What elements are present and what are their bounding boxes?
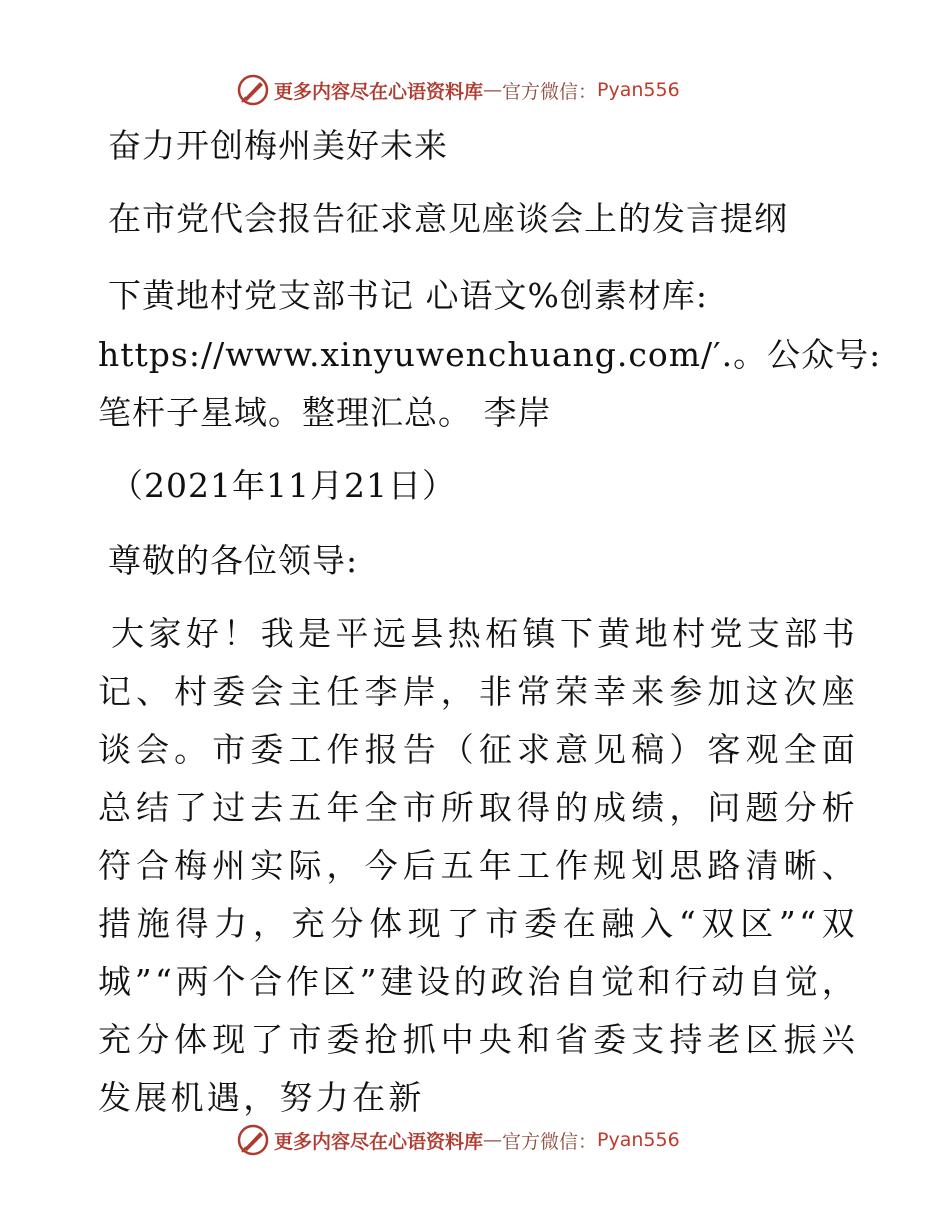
body-paragraph bbox=[98, 605, 858, 1127]
salutation: 尊敬的各位领导: bbox=[108, 541, 359, 580]
body-text: 大家好！我是平远县热柘镇下黄地村党支部书记、村委会主任李岸，非常荣幸来参加这次座谈会。市委工作报告（征求意见稿）客观全面总结了过去五年全市所取得的成绩，问题分析符合梅州实际，今后五年工作规划思路清晰、措施得力，充分体现了市委在融入“双区”“双城”“两个合作区”建设的政治自觉和行动自觉，充分体现了市委抢抓中央和省委支持老区振兴发展机遇，努力在新 bbox=[98, 614, 858, 1117]
doc-date: （2021年11月21日） bbox=[110, 466, 456, 505]
watermark-dash: — bbox=[483, 1129, 503, 1151]
watermark-dash: — bbox=[483, 79, 503, 101]
author-line-3: 笔杆子星域。整理汇总。 李岸 bbox=[98, 393, 552, 432]
watermark-label: 官方微信： bbox=[502, 80, 598, 103]
doc-title: 奋力开创梅州美好未来 bbox=[108, 126, 448, 165]
footer-watermark bbox=[236, 1122, 680, 1158]
header-watermark bbox=[236, 72, 680, 108]
author-line-1: 下黄地村党支部书记 心语文%创素材库: bbox=[108, 276, 708, 315]
watermark-main-text: 更多内容尽在心语资料库 bbox=[274, 1130, 484, 1153]
watermark-wechat-id: Pyan556 bbox=[597, 79, 680, 101]
watermark-wechat-id: Pyan556 bbox=[597, 1129, 680, 1151]
author-line-2: https://www.xinyuwenchuang.com/′.。公众号: bbox=[98, 335, 882, 374]
doc-subtitle: 在市党代会报告征求意见座谈会上的发言提纲 bbox=[108, 199, 788, 238]
quill-logo-icon bbox=[236, 1123, 270, 1157]
watermark-main-text: 更多内容尽在心语资料库 bbox=[274, 80, 484, 103]
quill-logo-icon bbox=[236, 73, 270, 107]
watermark-label: 官方微信： bbox=[502, 1130, 598, 1153]
